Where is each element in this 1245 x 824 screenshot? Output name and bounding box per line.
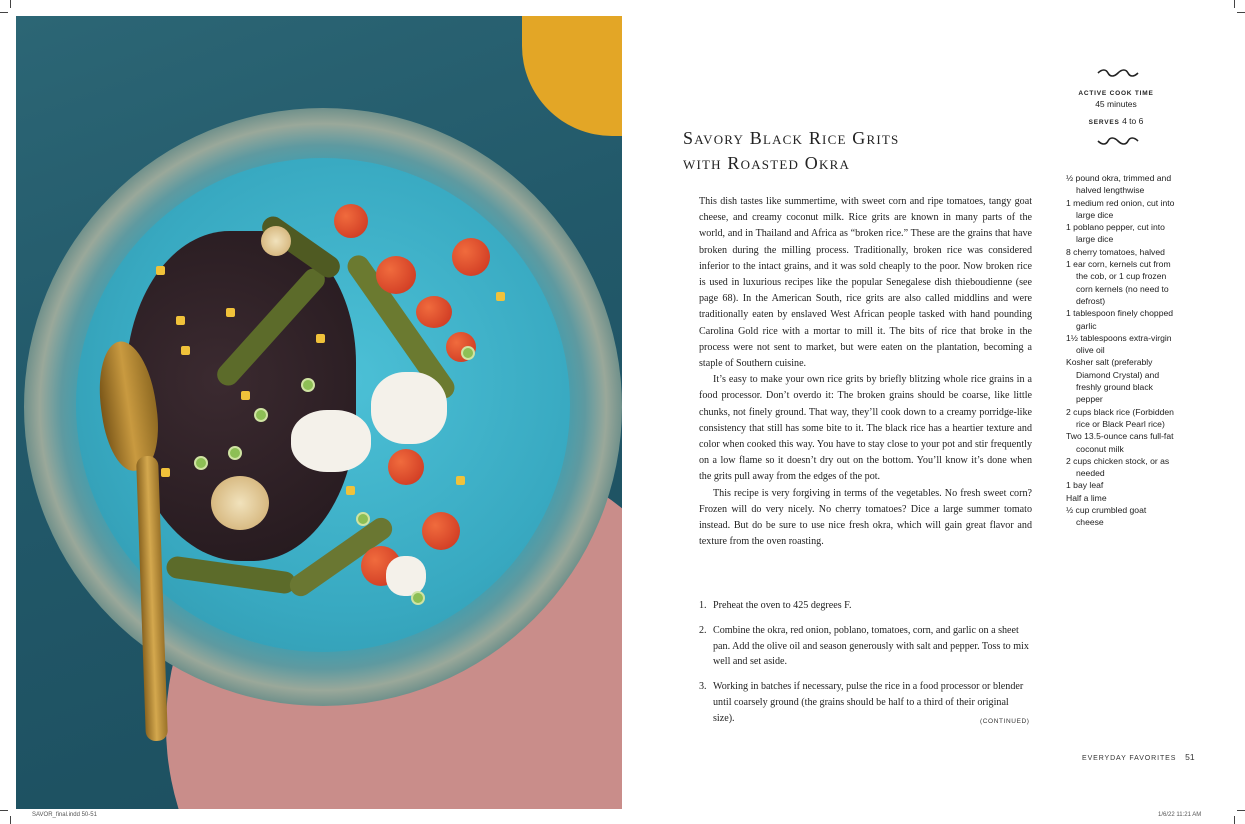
scallion <box>356 512 370 526</box>
method-step <box>699 598 1032 614</box>
crop-mark <box>1234 816 1235 824</box>
scallion <box>301 378 315 392</box>
corn-kernel <box>346 486 355 495</box>
recipe-intro <box>699 194 1032 550</box>
cherry-tomato <box>334 204 368 238</box>
step-text: Working in batches if necessary, pulse the rice in a food processor or blender until coarsely ground (the grains should be half to a third of their original size). <box>713 681 1024 724</box>
method-step <box>699 623 1032 670</box>
continued-label: (CONTINUED) <box>980 718 1030 725</box>
mustard-plate <box>522 16 622 136</box>
corn-kernel <box>181 346 190 355</box>
goat-cheese <box>291 410 371 472</box>
scallion <box>411 591 425 605</box>
print-slug: 1/6/22 11:21 AM <box>1158 812 1202 818</box>
corn-kernel <box>496 292 505 301</box>
ingredient-item: Kosher salt (preferably Diamond Crystal) and freshly ground black pepper <box>1066 357 1160 405</box>
crop-mark <box>0 12 8 13</box>
ingredient-item: 1 bay leaf <box>1066 480 1104 491</box>
ingredient-item: Two 13.5-ounce cans full-fat coconut milk <box>1066 431 1174 454</box>
flourish-ornament-icon <box>1096 68 1140 78</box>
food-photo <box>16 16 622 809</box>
cherry-tomato <box>416 296 452 328</box>
corn-kernel <box>176 316 185 325</box>
active-cook-time-label: ACTIVE COOK TIME <box>1078 90 1154 97</box>
recipe-title-line: Savory Black Rice Grits <box>683 128 900 148</box>
serves-label: SERVES <box>1088 119 1120 126</box>
crop-mark <box>1237 12 1245 13</box>
goat-cheese <box>386 556 426 596</box>
method-steps <box>699 598 1032 736</box>
recipe-title-line: with Roasted Okra <box>683 153 851 173</box>
goat-cheese <box>371 372 447 444</box>
ingredient-item: 1 tablespoon finely chopped garlic <box>1066 308 1174 331</box>
roasted-onion <box>261 226 291 256</box>
ingredient-list <box>1066 172 1176 529</box>
ingredient-item: 1 medium red onion, cut into large dice <box>1066 197 1175 220</box>
corn-kernel <box>241 391 250 400</box>
scallion <box>194 456 208 470</box>
corn-kernel <box>456 476 465 485</box>
intro-paragraph: This recipe is very forgiving in terms of the vegetables. No fresh sweet corn? Frozen will do very nicely. No cherry tomatoes? Dice a large summer tomato instead. But do be sure to use nice fresh okra, which will gain great flavor and texture from the oven roasting. <box>699 487 1032 548</box>
ingredient-item: ½ pound okra, trimmed and halved lengthwise <box>1066 173 1172 196</box>
crop-mark <box>1237 810 1245 811</box>
intro-paragraph: This dish tastes like summertime, with sweet corn and ripe tomatoes, tangy goat cheese, and creamy coconut milk. Rice grits are known in many parts of the world, and in Thailand and Africa as “broken rice.” These are the grains that have broken during the milling process. Traditionally, broken rice was considered inferior to the intact grains, and it was sold cheaply to the poor. Now broken rice is used in luxurious recipes like the popular Senegalese dish thieboudienne (see page 68). In the American South, rice grits are also called middlins and were traditionally eaten by enslaved West African people tasked with hand pounding Carolina Gold rice with a mortar to mill it. The bits of rice that broke in the process were not sent to market, but were eaten on the plantation, becoming a staple of Southern cuisine. <box>699 196 1032 370</box>
ingredient-item: 2 cups chicken stock, or as needed <box>1066 455 1170 479</box>
ingredient-item: Half a lime <box>1066 492 1107 503</box>
corn-kernel <box>161 468 170 477</box>
scallion <box>228 446 242 460</box>
corn-kernel <box>226 308 235 317</box>
page-number: 51 <box>1185 752 1195 762</box>
cherry-tomato <box>422 512 460 550</box>
corn-kernel <box>156 266 165 275</box>
step-text: Preheat the oven to 425 degrees F. <box>713 600 852 611</box>
flourish-ornament-icon <box>1096 136 1140 146</box>
ingredient-item: 2 cups black rice (Forbidden rice or Black Pearl rice) <box>1066 406 1174 429</box>
step-number: 1. <box>699 600 707 611</box>
crop-mark <box>10 816 11 824</box>
cherry-tomato <box>376 256 416 294</box>
cherry-tomato <box>388 449 424 485</box>
step-number: 2. <box>699 624 707 636</box>
corn-kernel <box>316 334 325 343</box>
section-name: EVERYDAY FAVORITES <box>1082 755 1177 762</box>
crop-mark <box>0 810 8 811</box>
ingredient-item: 8 cherry tomatoes, halved <box>1066 246 1165 257</box>
ingredient-item: 1 poblano pepper, cut into large dice <box>1066 222 1165 245</box>
crop-mark <box>10 0 11 8</box>
ingredient-item: 1½ tablespoons extra-virgin olive oil <box>1066 332 1172 356</box>
active-cook-time-value: 45 minutes <box>1095 99 1137 109</box>
ingredient-item: ½ cup crumbled goat cheese <box>1066 505 1147 528</box>
intro-paragraph: It’s easy to make your own rice grits by briefly blitzing whole rice grains in a food processor. Don’t overdo it: The broken grains should be coarse, like little chunks, not finely ground. That way, they’ll cook down to a creamy porridge-like consistency that still has some bite to it. The black rice has a heartier texture and color when cooked this way. You have to stay close to your pot and stir frequently on a low flame so it doesn’t dry out on the bottom. You’ll know it’s done when the grits pull away from the edges of the pot. <box>699 374 1032 483</box>
ingredient-item: 1 ear corn, kernels cut from the cob, or 1 cup frozen corn kernels (no need to defrost) <box>1066 259 1171 306</box>
recipe-meta <box>1066 88 1166 128</box>
cherry-tomato <box>452 238 490 276</box>
recipe-title <box>683 126 983 176</box>
roasted-onion <box>211 476 269 530</box>
crop-mark <box>1234 0 1235 8</box>
scallion <box>254 408 268 422</box>
step-number: 3. <box>699 681 707 693</box>
step-text: Combine the okra, red onion, poblano, tomatoes, corn, and garlic on a sheet pan. Add the olive oil and season generously with salt and pepper. Toss to mix well and set aside. <box>713 624 1029 668</box>
scallion <box>461 346 475 360</box>
serves-value: 4 to 6 <box>1122 116 1144 126</box>
print-slug: SAVOR_final.indd 50-51 <box>32 812 97 818</box>
page-footer <box>1082 752 1195 762</box>
